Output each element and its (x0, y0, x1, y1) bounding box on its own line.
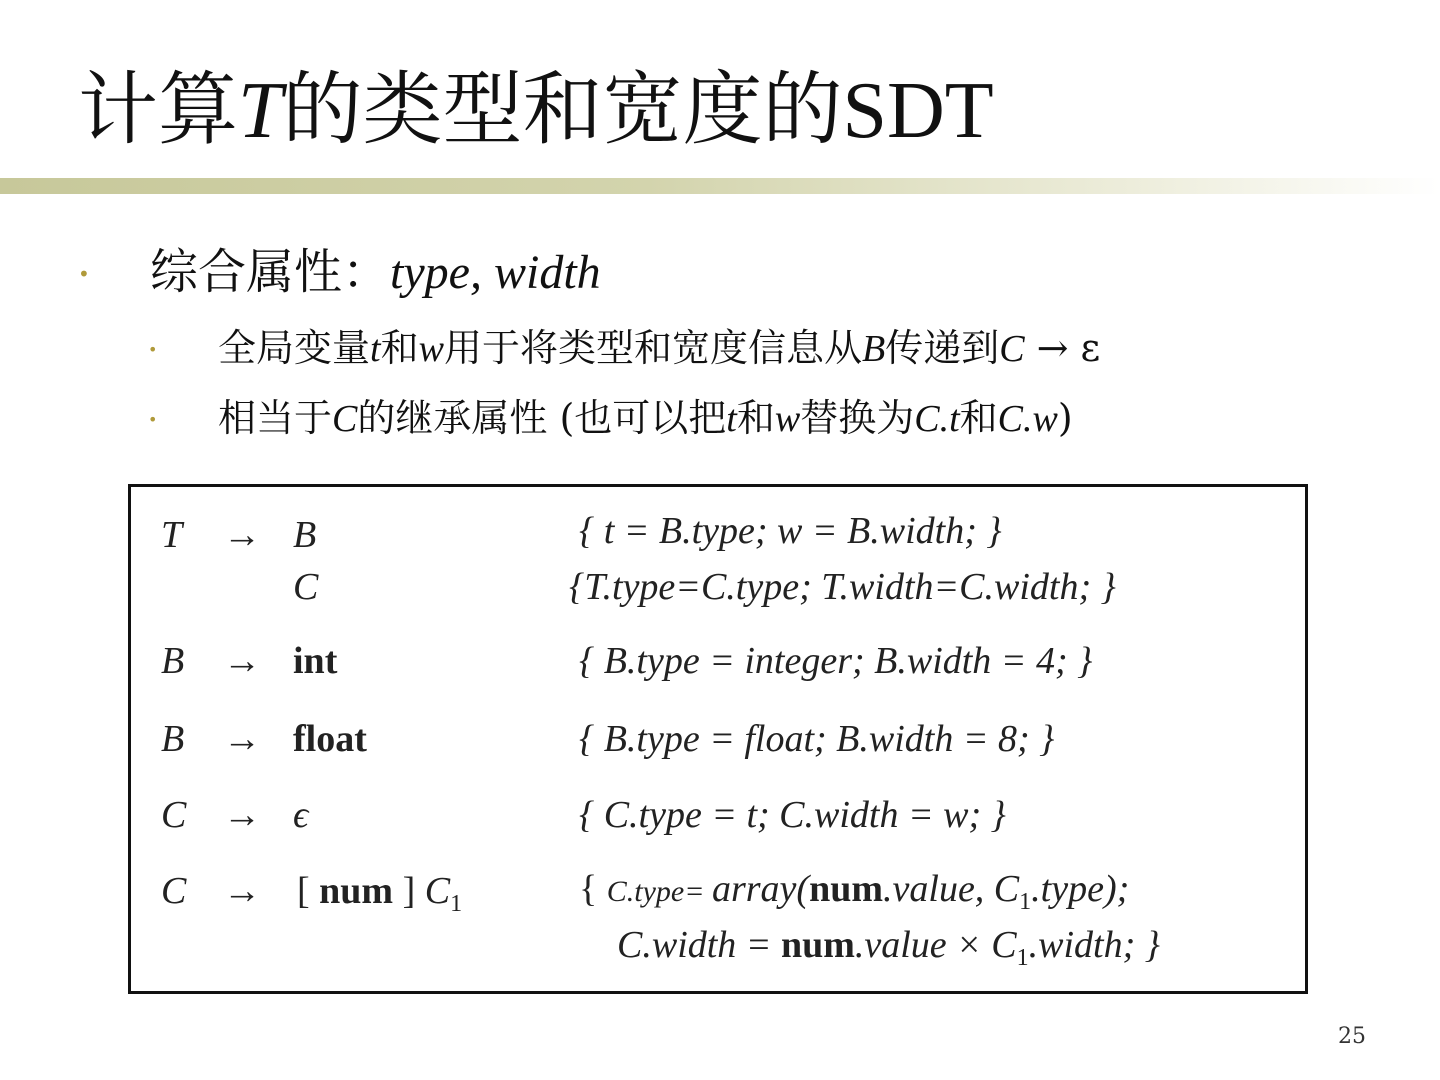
production-rhs-epsilon: ϵ (293, 794, 309, 836)
production-rhs-keyword: int (293, 640, 338, 682)
production-rhs-keyword: float (293, 718, 367, 760)
production-arrow: → (223, 870, 261, 912)
bullet-attrs: type, width (390, 246, 601, 299)
title-text-2: 的类型和宽度的 (282, 63, 843, 156)
production-lhs: C (161, 794, 187, 836)
production-arrow: → (223, 640, 261, 682)
semantic-action: { B.type = integer; B.width = 4; } (579, 640, 1093, 682)
sub-bullet-inherited: 相当于C的继承属性 (也可以把t和w替换为C.t和C.w) (218, 396, 1073, 440)
bullet-synthesized-attrs (150, 240, 601, 305)
production-lhs: C (161, 870, 187, 912)
title-text: 计算 (78, 63, 238, 156)
semantic-action-line1: { C.type= array(num.value, $C_1.type$); (579, 868, 1130, 915)
semantic-action: { C.type = t; C.width = w; } (579, 794, 1006, 836)
semantic-action-line2: C.width = num.value × $C_1.width$; } (617, 924, 1160, 971)
production-lhs: B (161, 718, 185, 760)
title-sdt: SDT (842, 67, 994, 155)
bullet-dot: • (148, 340, 158, 359)
sub-bullet-global-vars: 全局变量t和w用于将类型和宽度信息从B传递到C → ε (218, 326, 1101, 370)
production-rhs: B (293, 514, 317, 556)
bullet-dot: • (78, 262, 90, 286)
page-number: 25 (1338, 1024, 1366, 1049)
semantic-action: { t = B.type; w = B.width; } (579, 510, 1002, 552)
production-arrow: → (223, 718, 261, 760)
slide-title (78, 62, 994, 159)
production-arrow: → (223, 514, 261, 556)
semantic-action: { B.type = float; B.width = 8; } (579, 718, 1055, 760)
bullet-dot: • (148, 410, 158, 429)
title-var: T (238, 67, 283, 155)
production-arrow: → (223, 794, 261, 836)
production-lhs: B (161, 640, 185, 682)
sdt-table (128, 484, 1308, 994)
title-underline (0, 178, 1440, 194)
production-lhs: T (161, 514, 183, 556)
semantic-action: {T.type=C.type; T.width=C.width; } (569, 566, 1116, 608)
production-rhs: C (293, 566, 319, 608)
production-rhs-array: [ num ] $C_1$ (297, 870, 463, 917)
bullet-text: 综合属性： (150, 244, 391, 300)
